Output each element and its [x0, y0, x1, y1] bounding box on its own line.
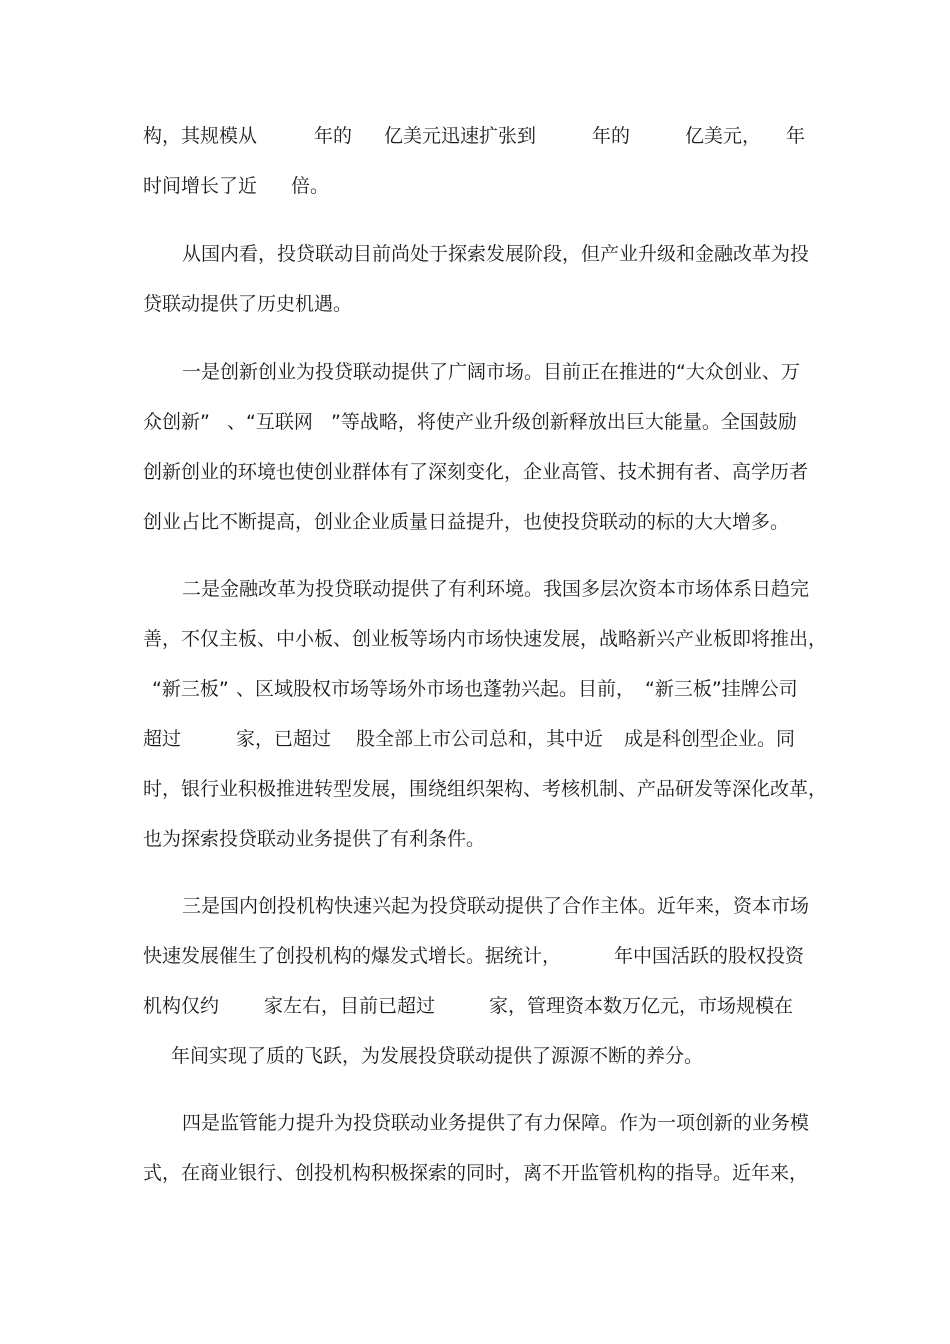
text-segment: 年中国活跃的股权投资	[614, 945, 805, 967]
text-segment: 亿美元迅速扩张到	[384, 125, 537, 147]
text-line: 一是创新创业为投贷联动提供了广阔市场。目前正在推进的“大众创业、万	[182, 361, 800, 383]
text-segment: 年	[786, 125, 806, 147]
text-segment: 时间增长了近	[143, 175, 258, 197]
text-segment: “互联网	[246, 411, 313, 433]
text-segment: “新三板”挂牌公司	[645, 678, 798, 700]
text-line: 贷联动提供了历史机遇。	[143, 293, 353, 315]
text-segment: 家，管理资本数万亿元，市场规模在	[489, 995, 794, 1017]
text-segment: 亿美元，	[685, 125, 762, 147]
text-segment: 家左右，目前已超过	[264, 995, 436, 1017]
text-line: 也为探索投贷联动业务提供了有利条件。	[143, 828, 486, 850]
text-segment: 成是科创型企业。同	[624, 728, 796, 750]
text-segment: 年的	[314, 125, 353, 147]
text-line: 年间实现了质的飞跃，为发展投贷联动提供了源源不断的养分。	[171, 1045, 704, 1067]
text-line: 二是金融改革为投贷联动提供了有利环境。我国多层次资本市场体系日趋完	[182, 578, 810, 600]
text-segment: 机构仅约	[143, 995, 220, 1017]
text-segment: 众创新”	[143, 411, 210, 433]
text-segment: ”等战略，将使产业升级创新释放出巨大能量。全国鼓励	[331, 411, 797, 433]
text-segment: 倍。	[291, 175, 330, 197]
text-segment: 、	[227, 411, 247, 433]
text-segment: “新三板”	[152, 678, 229, 700]
text-segment: 快速发展催生了创投机构的爆发式增长。据统计，	[143, 945, 562, 967]
text-segment: 家，已超过	[236, 728, 332, 750]
text-line: 三是国内创投机构快速兴起为投贷联动提供了合作主体。近年来，资本市场	[182, 895, 810, 917]
text-segment: 、区域股权市场等场外市场也蓬勃兴起。目前，	[236, 678, 636, 700]
text-segment: 构，其规模从	[143, 125, 258, 147]
text-line: 善，不仅主板、中小板、创业板等场内市场快速发展，战略新兴产业板即将推出，	[143, 628, 828, 650]
text-line: 创新创业的环境也使创业群体有了深刻变化，企业高管、技术拥有者、高学历者	[143, 461, 809, 483]
text-segment: 股全部上市公司总和，其中近	[356, 728, 604, 750]
text-line: 四是监管能力提升为投贷联动业务提供了有力保障。作为一项创新的业务模	[182, 1112, 810, 1134]
text-line: 从国内看，投贷联动目前尚处于探索发展阶段，但产业升级和金融改革为投	[182, 243, 810, 265]
text-segment: 超过	[143, 728, 182, 750]
text-line: 创业占比不断提高，创业企业质量日益提升，也使投贷联动的标的大大增多。	[143, 511, 790, 533]
text-line: 时，银行业积极推进转型发展，围绕组织架构、考核机制、产品研发等深化改革，	[143, 778, 828, 800]
text-segment: 年的	[592, 125, 631, 147]
text-line: 式，在商业银行、创投机构积极探索的同时，离不开监管机构的指导。近年来，	[143, 1162, 809, 1184]
